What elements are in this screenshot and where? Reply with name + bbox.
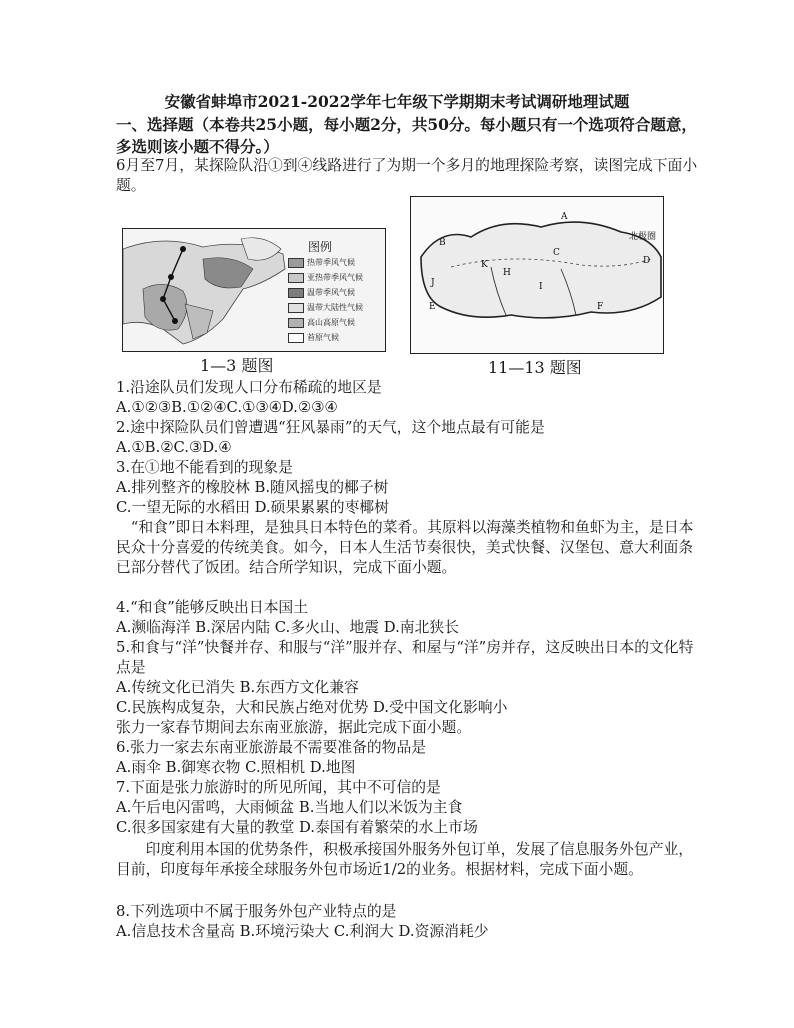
- question-3-options-1: A.排列整齐的橡胶林 B.随风摇曳的椰子树: [116, 479, 389, 496]
- question-6-options: A.雨伞 B.御寒衣物 C.照相机 D.地图: [116, 759, 356, 776]
- map-label: E: [429, 302, 436, 312]
- map-label: K: [481, 260, 488, 270]
- question-1: 1.沿途队员们发现人口分布稀疏的地区是: [116, 379, 382, 396]
- russia-map-drawing: [411, 197, 663, 353]
- section-heading: 一、选择题（本卷共25小题，每小题2分，共50分。每小题只有一个选项符合题意，多选则该小题不得分。）: [116, 115, 697, 156]
- question-5-options-2: C.民族构成复杂，大和民族占绝对优势 D.受中国文化影响小: [116, 699, 508, 716]
- map-label: H: [503, 268, 511, 278]
- map-label: I: [539, 282, 543, 292]
- question-7: 7.下面是张力旅游时的所见所闻，其中不可信的是: [116, 779, 441, 796]
- map-label: C: [553, 248, 560, 258]
- legend-item: 温带大陆性气候: [288, 303, 363, 315]
- intro-paragraph-1: 6月至7月，某探险队沿①到④线路进行了为期一个多月的地理探险考察，读图完成下面小题。: [116, 157, 698, 194]
- figure-right-caption: 11—13 题图: [488, 358, 582, 377]
- question-7-options-2: C.很多国家建有大量的教堂 D.泰国有着繁荣的水上市场: [116, 819, 478, 836]
- question-2-options: A.①B.②C.③D.④: [116, 439, 232, 456]
- map-label: B: [439, 238, 446, 248]
- legend-item: 亚热带季风气候: [288, 273, 363, 285]
- question-3-options-2: C.一望无际的水稻田 D.硕果累累的枣椰树: [116, 499, 389, 516]
- map-legend: [284, 232, 384, 350]
- map-label: F: [597, 302, 604, 312]
- legend-item: 高山高原气候: [288, 318, 355, 330]
- intro-paragraph-3: 张力一家春节期间去东南亚旅游，据此完成下面小题。: [116, 719, 472, 736]
- map-label: J: [431, 278, 435, 288]
- map-label: D: [643, 256, 651, 266]
- russia-map-figure: [410, 196, 664, 354]
- figure-left-caption: 1—3 题图: [200, 356, 274, 375]
- question-8: 8.下列选项中不属于服务外包产业特点的是: [116, 903, 397, 920]
- intro-paragraph-2: “和食”即日本料理，是独具日本特色的菜肴。其原料以海藻类植物和鱼虾为主，是日本民众十分喜爱的传统美食。如今，日本人生活节奏很快，美式快餐、汉堡包、意大利面条已部分替代了饭团。结合所学知识，完成下面小题。: [116, 519, 694, 576]
- legend-item: 热带季风气候: [288, 258, 355, 270]
- question-2: 2.途中探险队员们曾遭遇“狂风暴雨”的天气，这个地点最有可能是: [116, 419, 545, 436]
- question-5-options-1: A.传统文化已消失 B.东西方文化兼容: [116, 679, 359, 696]
- question-5: 5.和食与“洋”快餐并存、和服与“洋”服并存、和屋与“洋”房并存，这反映出日本的文化特点是: [116, 639, 694, 676]
- question-4: 4.“和食”能够反映出日本国土: [116, 599, 309, 616]
- page-title: 安徽省蚌埠市2021-2022学年七年级下学期期末考试调研地理试题: [164, 92, 630, 111]
- map-label: A: [561, 212, 568, 222]
- legend-title: 图例: [308, 240, 333, 254]
- legend-item: 温带季风气候: [288, 288, 355, 300]
- map-label: 北极圈: [629, 232, 657, 242]
- question-1-options: A.①②③B.①②④C.①③④D.②③④: [116, 399, 338, 416]
- question-8-options: A.信息技术含量高 B.环境污染大 C.利润大 D.资源消耗少: [116, 923, 489, 940]
- question-6: 6.张力一家去东南亚旅游最不需要准备的物品是: [116, 739, 427, 756]
- intro-paragraph-4: 印度利用本国的优势条件，积极承接国外服务外包订单，发展了信息服务外包产业，目前，印度每年承接全球服务外包市场近1/2的业务。根据材料，完成下面小题。: [116, 841, 694, 878]
- question-3: 3.在①地不能看到的现象是: [116, 459, 293, 476]
- question-7-options-1: A.午后电闪雷鸣，大雨倾盆 B.当地人们以米饭为主食: [116, 799, 463, 816]
- question-4-options: A.濒临海洋 B.深居内陆 C.多火山、地震 D.南北狭长: [116, 619, 459, 636]
- legend-item: 苔原气候: [288, 333, 339, 345]
